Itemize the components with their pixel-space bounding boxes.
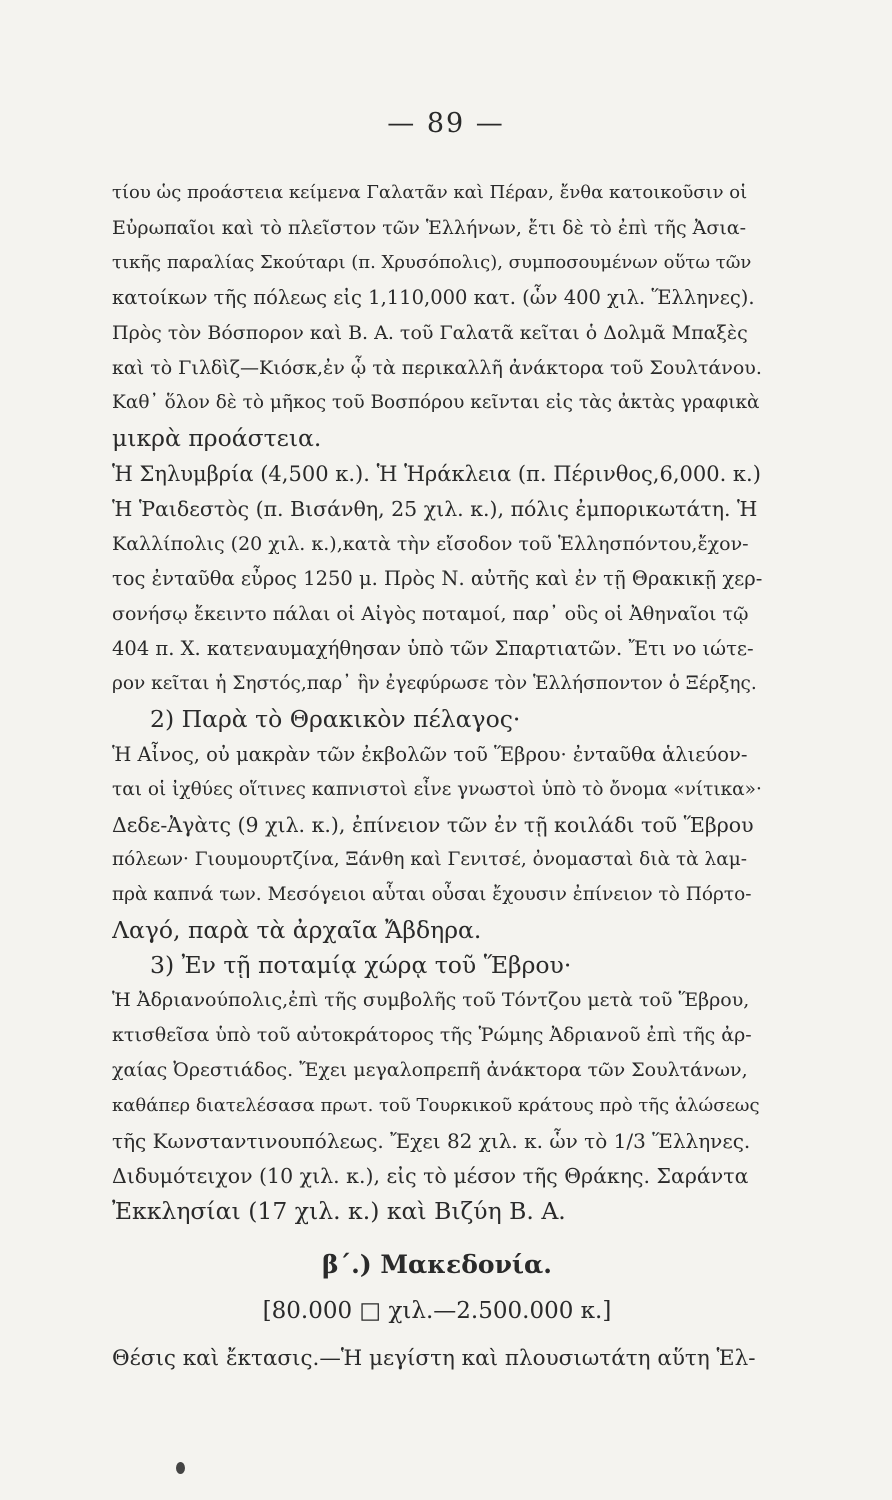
text-line: 3) Ἐν τῇ ποταμίᾳ χώρᾳ τοῦ Ἕβρου· bbox=[150, 951, 572, 979]
text-line: Εὐρωπαῖοι καὶ τὸ πλεῖστον τῶν Ἑλλήνων, ἔτι δὲ τὸ ἐπὶ τῆς Ἀσια- bbox=[112, 217, 747, 239]
text-line: Ἡ Αἶνος, οὐ μακρὰν τῶν ἐκβολῶν τοῦ Ἕβρου· ἐνταῦθα ἁλιεύον- bbox=[112, 743, 748, 766]
text-line: κτισθεῖσα ὑπὸ τοῦ αὐτοκράτορος τῆς Ῥώμης Ἀδριανοῦ ἐπὶ τῆς ἀρ- bbox=[112, 1024, 752, 1046]
text-line: Πρὸς τὸν Βόσπορον καὶ Β. Α. τοῦ Γαλατᾶ κεῖται ὁ Δολμᾶ Μπαξὲς bbox=[112, 322, 748, 344]
page-number: — 89 — bbox=[387, 108, 505, 139]
text-line: τος ἐνταῦθα εὖρος 1250 μ. Πρὸς Ν. αὐτῆς καὶ ἐν τῇ Θρακικῇ χερ- bbox=[112, 567, 762, 590]
text-line: Καλλίπολις (20 χιλ. κ.),κατὰ τὴν εἴσοδον τοῦ Ἑλλησπόντου,ἔχον- bbox=[112, 533, 749, 555]
text-line: Δεδε-Ἀγὰτς (9 χιλ. κ.), ἐπίνειον τῶν ἐν τῇ κοιλάδι τοῦ Ἕβρου bbox=[112, 813, 754, 837]
text-line: σονήσῳ ἔκειντο πάλαι οἱ Αἰγὸς ποταμοί, παρ᾽ οὓς οἱ Ἀθηναῖοι τῷ bbox=[112, 603, 749, 625]
text-line: καθάπερ διατελέσασα πρωτ. τοῦ Τουρκικοῦ κράτους πρὸ τῆς ἁλώσεως bbox=[112, 1095, 760, 1116]
text-line: 404 π. Χ. κατεναυμαχήθησαν ὑπὸ τῶν Σπαρτιατῶν. Ἔτι νο ιώτε- bbox=[112, 637, 754, 660]
section-stats: [80.000 □ χιλ.—2.500.000 κ.] bbox=[262, 1298, 612, 1324]
text-line: ται οἱ ἰχθύες οἵτινες καπνιστοὶ εἶνε γνωστοὶ ὑπὸ τὸ ὄνομα «νίτικα»· bbox=[112, 779, 762, 800]
text-line: Ἡ Ἀδριανούπολις,ἐπὶ τῆς συμβολῆς τοῦ Τόντζου μετὰ τοῦ Ἕβρου, bbox=[112, 989, 750, 1011]
text-line: πρὰ καπνά των. Μεσόγειοι αὗται οὖσαι ἔχουσιν ἐπίνειον τὸ Πόρτο- bbox=[112, 884, 752, 905]
text-line: καὶ τὸ Γιλδὶζ—Κιόσκ,ἐν ᾧ τὰ περικαλλῆ ἀνάκτορα τοῦ Σουλτάνου. bbox=[112, 357, 762, 379]
text-line: Ἡ Σηλυμβρία (4,500 κ.). Ἡ Ἡράκλεια (π. Πέρινθος,6,000. κ.) bbox=[112, 462, 761, 486]
text-line: 2) Παρὰ τὸ Θρακικὸν πέλαγος· bbox=[150, 705, 521, 733]
ink-blot bbox=[176, 1462, 185, 1474]
text-line: Θέσις καὶ ἔκτασις.—Ἡ μεγίστη καὶ πλουσιωτάτη αὕτη Ἑλ- bbox=[112, 1346, 756, 1371]
text-line: τίου ὡς προάστεια κείμενα Γαλατᾶν καὶ Πέραν, ἔνθα κατοικοῦσιν οἱ bbox=[112, 182, 748, 203]
text-line: Καθ᾽ ὅλον δὲ τὸ μῆκος τοῦ Βοσπόρου κεῖνται εἰς τὰς ἀκτὰς γραφικὰ bbox=[112, 392, 760, 413]
section-title: β΄.) Μακεδονία. bbox=[322, 1250, 552, 1279]
text-line: Διδυμότειχον (10 χιλ. κ.), εἰς τὸ μέσον τῆς Θράκης. Σαράντα bbox=[112, 1164, 749, 1188]
text-line: Λαγό, παρὰ τὰ ἀρχαῖα Ἄβδηρα. bbox=[112, 916, 482, 944]
text-line: τῆς Κωνσταντινουπόλεως. Ἔχει 82 χιλ. κ. ὧν τὸ 1/3 Ἕλληνες. bbox=[112, 1129, 751, 1153]
text-line: Ἡ Ῥαιδεστὸς (π. Βισάνθη, 25 χιλ. κ.), πόλις ἐμπορικωτάτη. Ἡ bbox=[112, 497, 758, 521]
text-line: ρον κεῖται ἡ Σηστός,παρ᾽ ἣν ἐγεφύρωσε τὸν Ἑλλήσποντον ὁ Ξέρξης. bbox=[112, 673, 757, 694]
text-line: κατοίκων τῆς πόλεως εἰς 1,110,000 κατ. (ὧν 400 χιλ. Ἕλληνες). bbox=[112, 286, 755, 309]
text-line: πόλεων· Γιουμουρτζίνα, Ξάνθη καὶ Γενιτσέ, ὀνομασταὶ διὰ τὰ λαμ- bbox=[112, 849, 748, 870]
text-line: χαίας Ὀρεστιάδος. Ἔχει μεγαλοπρεπῆ ἀνάκτορα τῶν Σουλτάνων, bbox=[112, 1059, 748, 1081]
text-line: μικρὰ προάστεια. bbox=[112, 424, 322, 452]
text-line: τικῆς παραλίας Σκούταρι (π. Χρυσόπολις), συμποσουμένων οὕτω τῶν bbox=[112, 252, 752, 273]
text-line: Ἐκκλησίαι (17 χιλ. κ.) καὶ Βιζύη Β. Α. bbox=[112, 1197, 566, 1225]
